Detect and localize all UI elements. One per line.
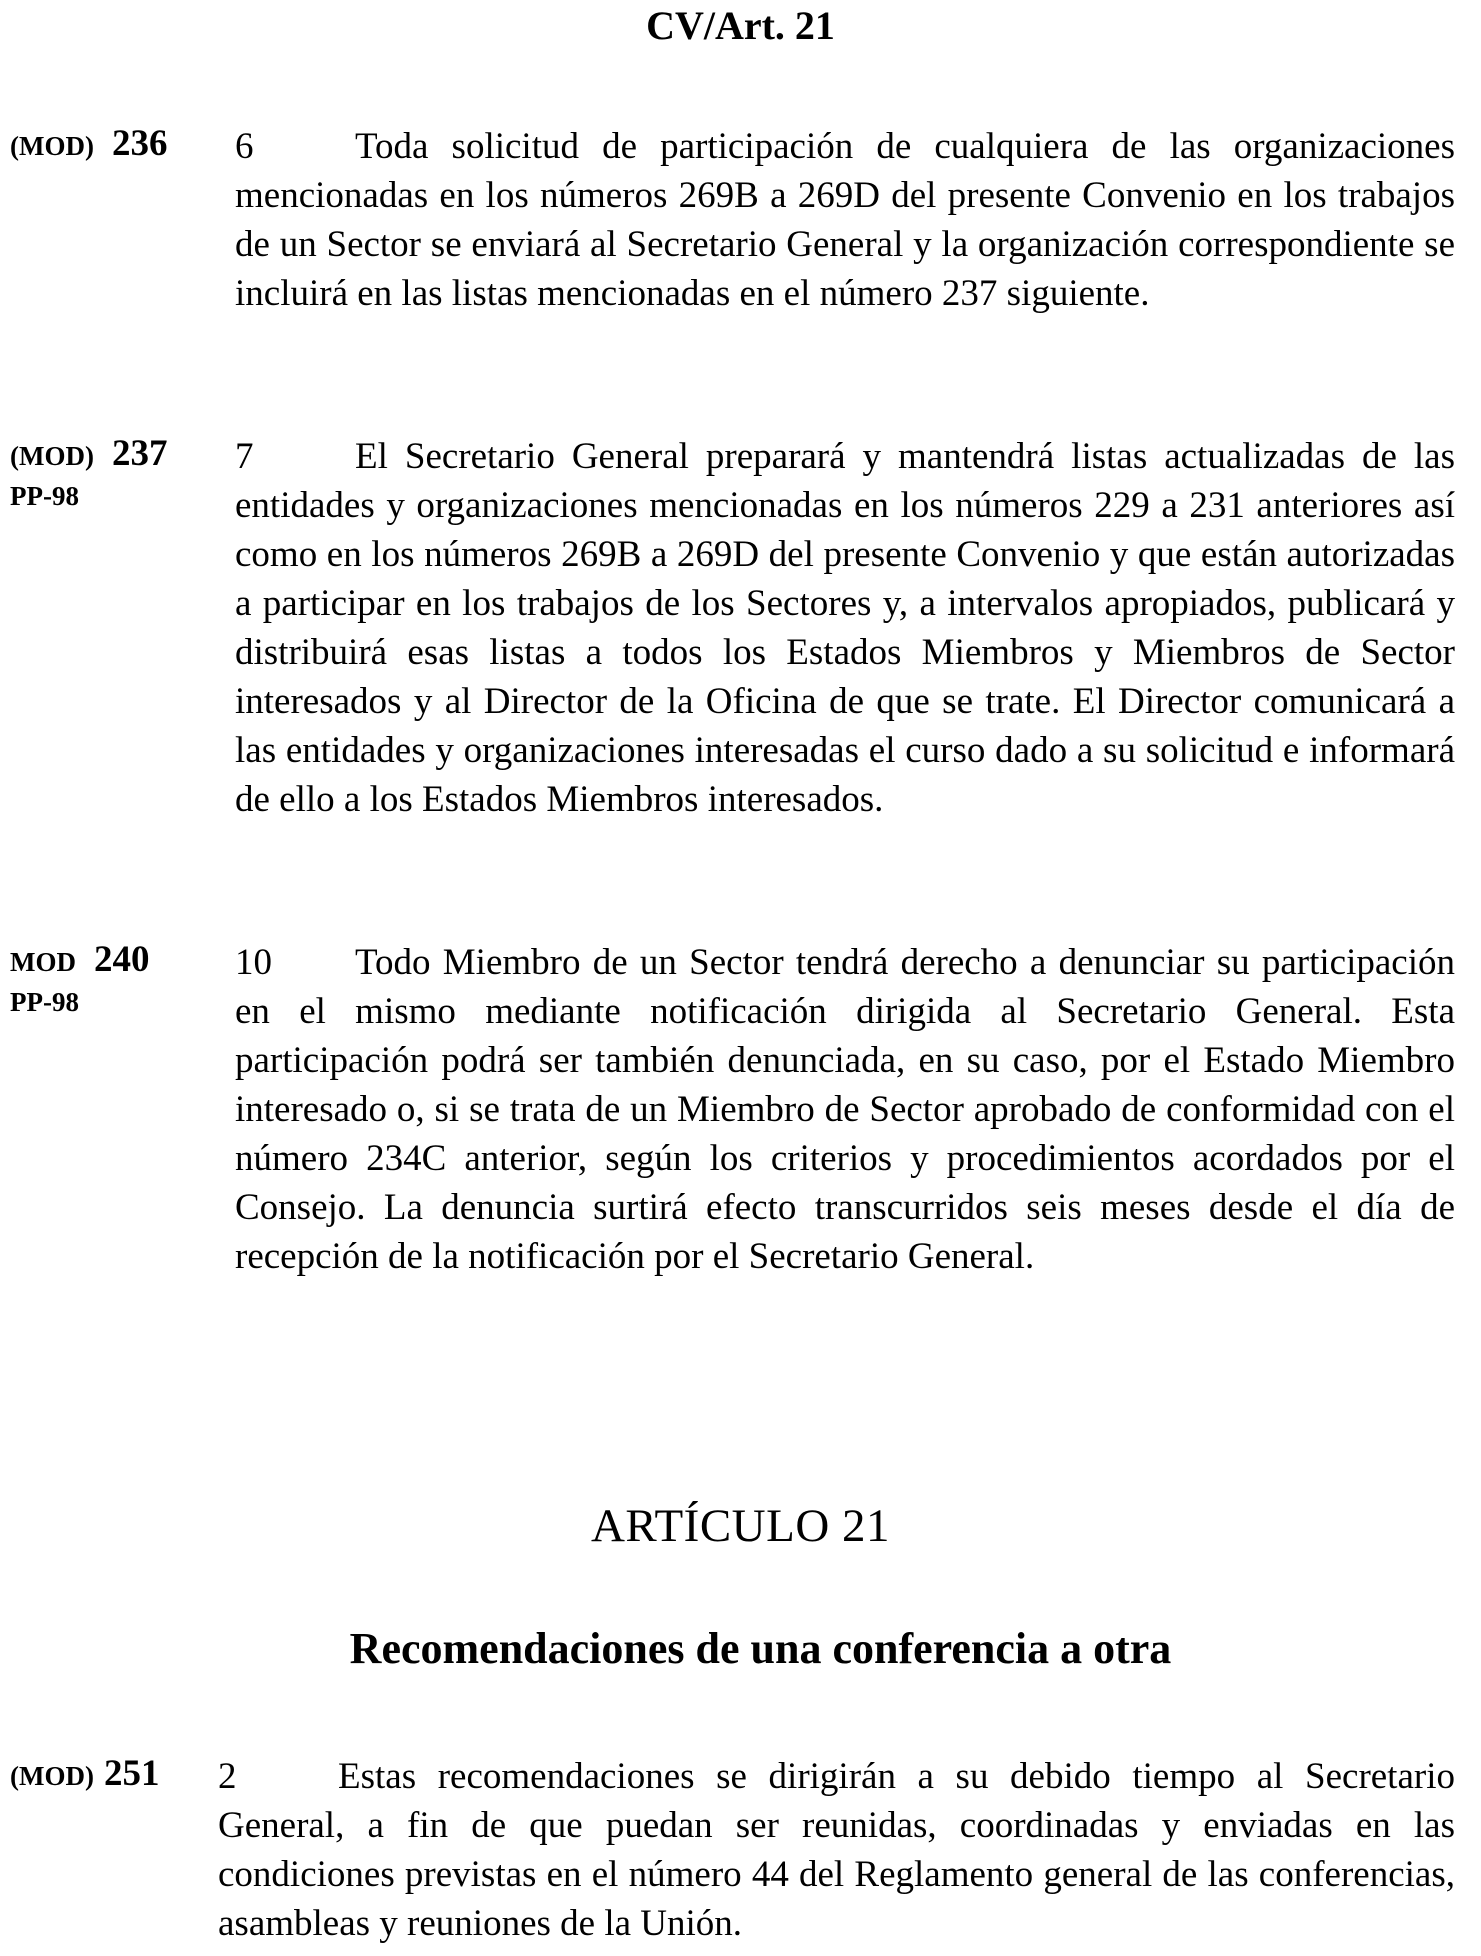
paragraph-body: El Secretario General preparará y mantendrá listas actualizadas de las entidades y organizaciones mencionadas en los números 229 a 231 anteriores así como en los números 269B a 269D del presente Convenio y que están autorizadas a participar en los trabajos de los Sectores y, a intervalos apropiados, publicará y distribuirá esas listas a todos los Estados Miembros y Miembros de Sector interesados y al Director de la Oficina de que se trate. El Director comunicará a las entidades y organizaciones interesadas el curso dado a su solicitud e informará de ello a los Estados Miembros interesados. <box>235 436 1455 820</box>
paragraph-number: 6 <box>235 126 254 167</box>
provision-number: 251 <box>103 1753 160 1794</box>
modification-tag: MOD <box>10 947 76 977</box>
page-header: CV/Art. 21 <box>646 3 835 48</box>
paragraph-number: 10 <box>235 942 272 983</box>
provision-margin <box>10 1752 225 1801</box>
provision-number: 236 <box>111 123 168 164</box>
provision-margin <box>10 122 225 171</box>
modification-tag: (MOD) <box>10 131 94 161</box>
provision-number: 237 <box>111 433 168 474</box>
provision-margin <box>10 432 225 521</box>
provision-240 <box>10 938 1455 1338</box>
paragraph-body: Estas recomendaciones se dirigirán a su debido tiempo al Secretario General, a fin de que puedan ser reunidas, coordinadas y enviadas en las condiciones previstas en el número 44 del Reglamento general de las conferencias, asambleas y reuniones de la Unión. <box>218 1756 1455 1944</box>
provision-number: 240 <box>93 939 150 980</box>
provision-text <box>235 938 1455 1281</box>
provision-margin <box>10 938 225 1027</box>
provision-text <box>218 1752 1455 1948</box>
provision-237 <box>10 432 1455 882</box>
provision-236 <box>10 122 1455 372</box>
conference-reference: PP-98 <box>10 481 79 511</box>
paragraph-body: Todo Miembro de un Sector tendrá derecho a denunciar su participación en el mismo mediante notificación dirigida al Secretario General. Esta participación podrá ser también denunciada, en su caso, por el Estado Miembro interesado o, si se trata de un Miembro de Sector aprobado de conformidad con el número 234C anterior, según los criterios y procedimientos acordados por el Consejo. La denuncia surtirá efecto transcurridos seis meses desde el día de recepción de la notificación por el Secretario General. <box>235 942 1455 1277</box>
provision-text <box>235 432 1455 824</box>
provision-text <box>235 122 1455 318</box>
provision-251 <box>10 1752 1455 1952</box>
paragraph-body: Toda solicitud de participación de cualquiera de las organizaciones mencionadas en los números 269B a 269D del presente Convenio en los trabajos de un Sector se enviará al Secretario General y la organización correspondiente se incluirá en las listas mencionadas en el número 237 siguiente. <box>235 126 1455 314</box>
article-label: ARTÍCULO 21 <box>590 1500 891 1552</box>
article-title: Recomendaciones de una conferencia a otra <box>349 1624 1172 1673</box>
modification-tag: (MOD) <box>10 441 94 471</box>
conference-reference: PP-98 <box>10 987 79 1017</box>
modification-tag: (MOD) <box>10 1761 94 1791</box>
paragraph-number: 2 <box>218 1756 237 1797</box>
paragraph-number: 7 <box>235 436 254 477</box>
